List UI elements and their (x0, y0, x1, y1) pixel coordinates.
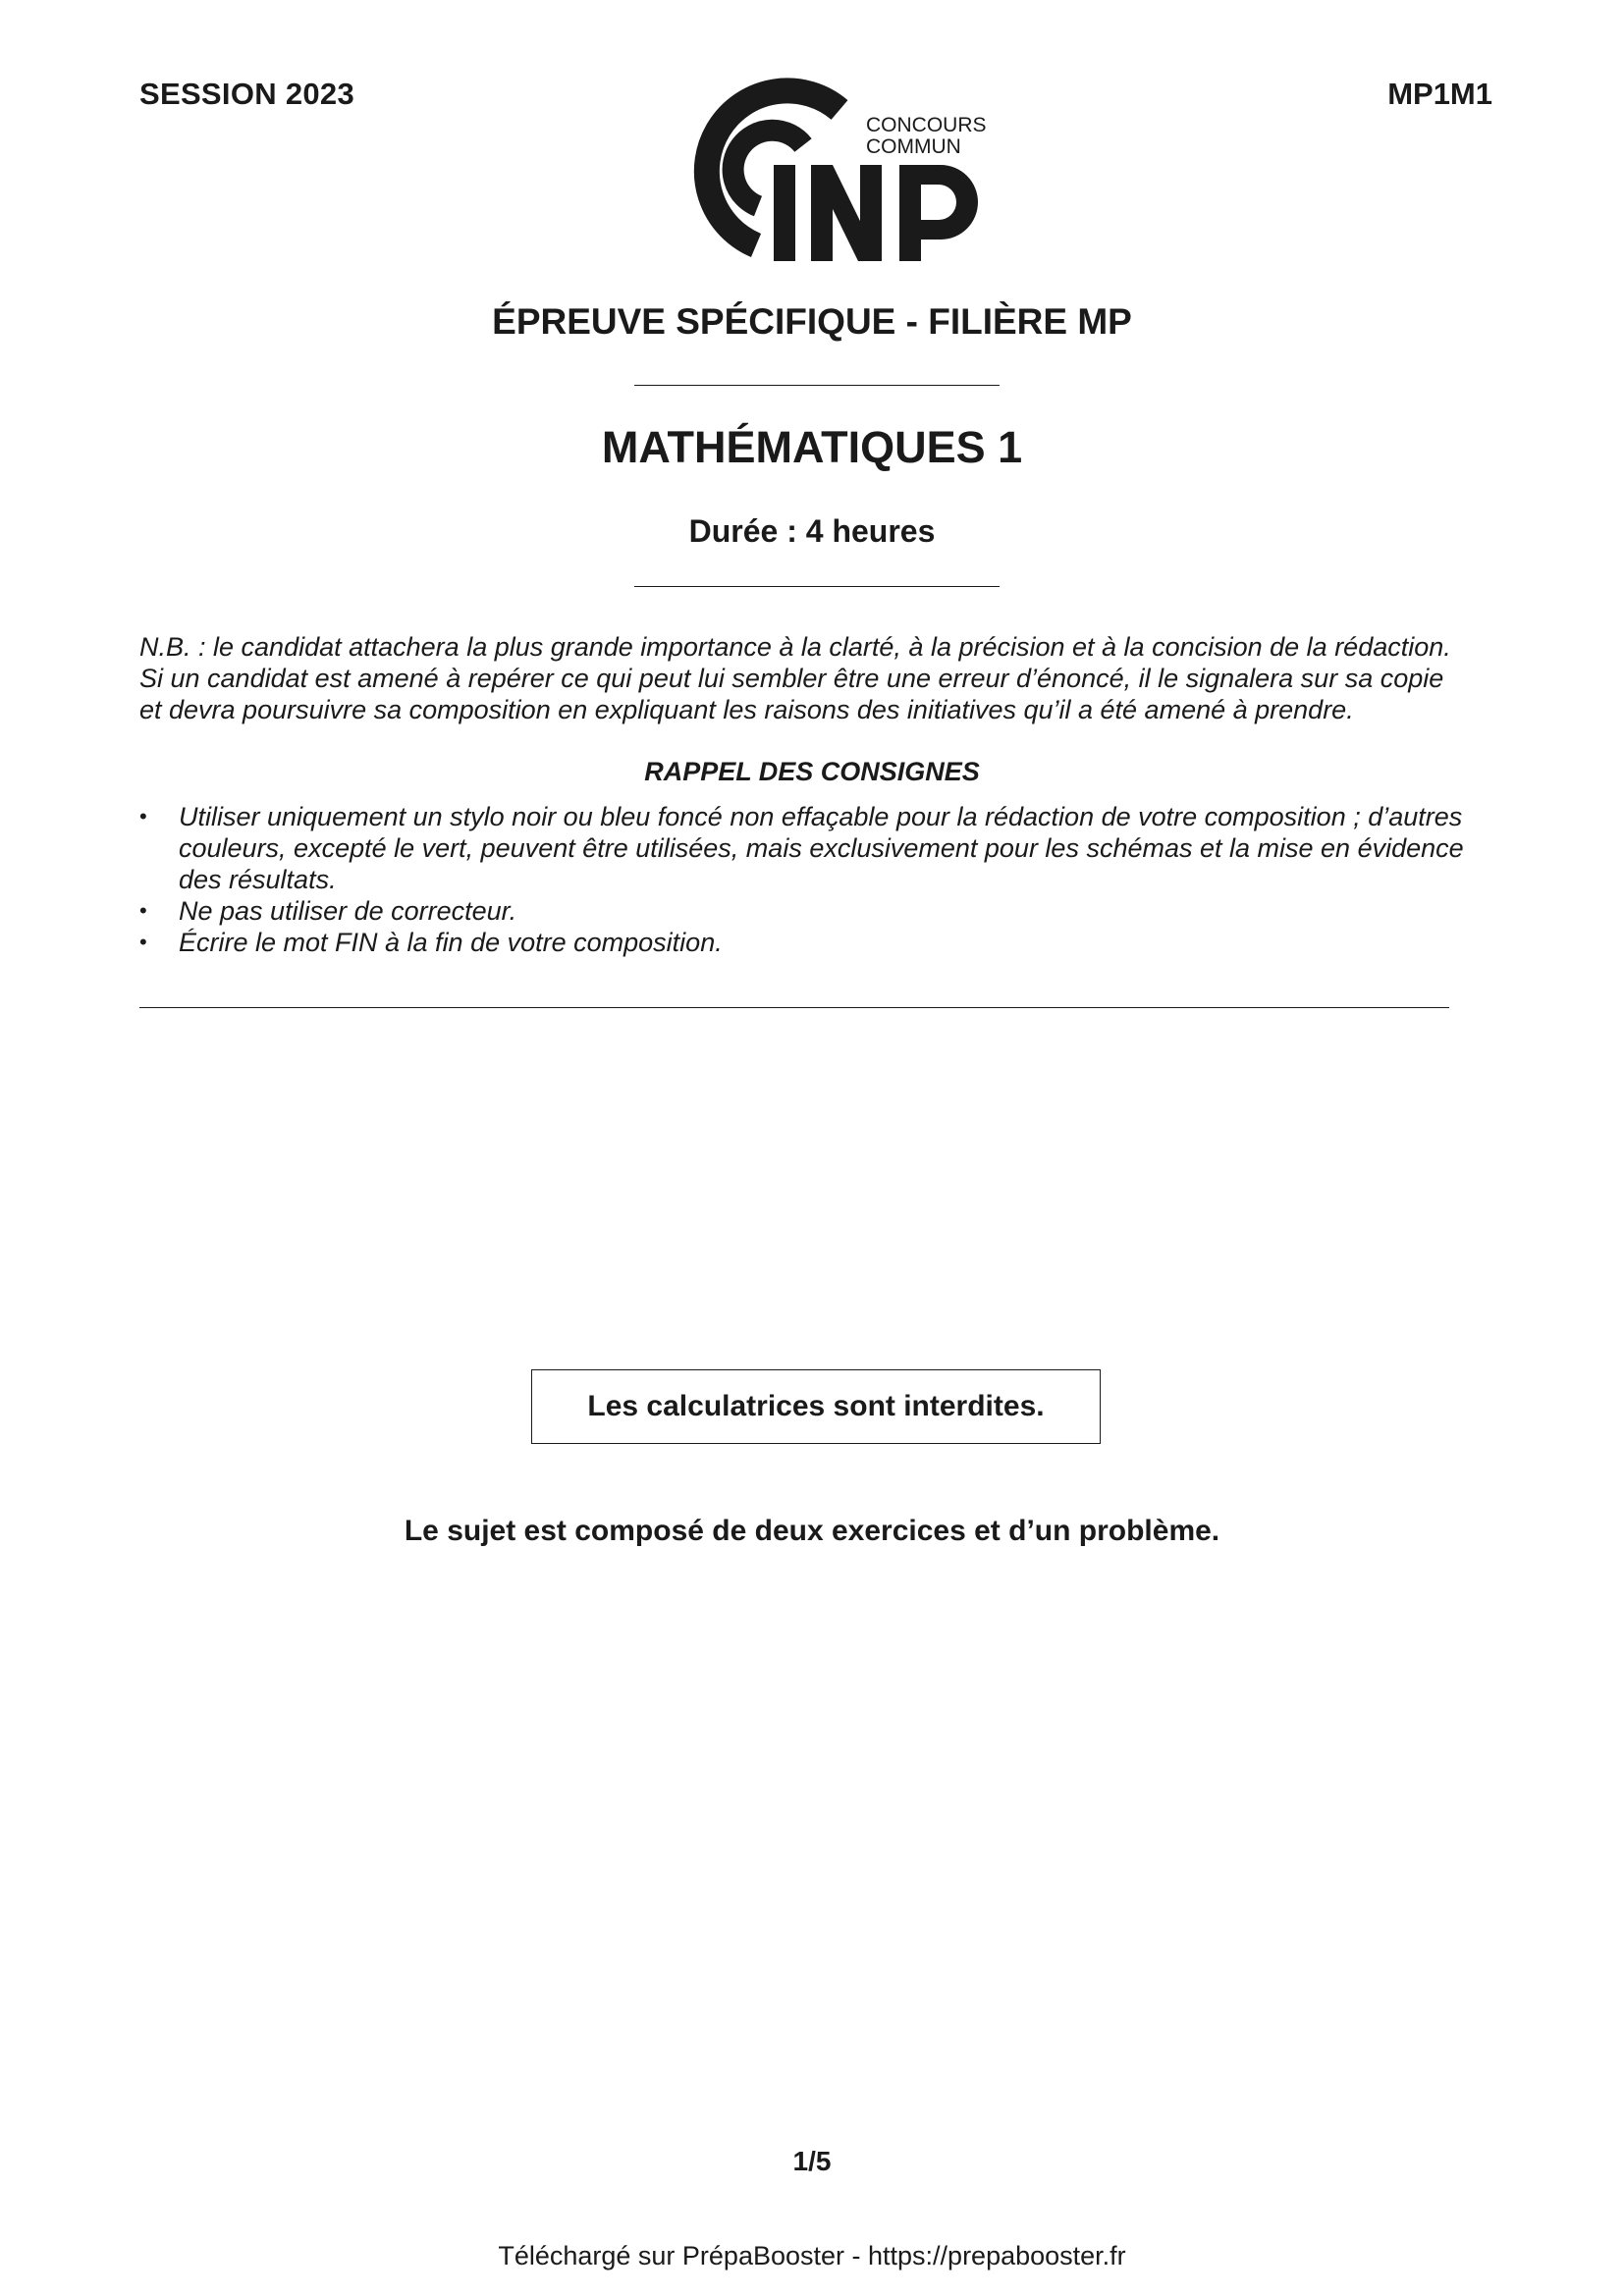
exam-code: MP1M1 (1387, 77, 1492, 111)
download-footer: Téléchargé sur PrépaBooster - https://prepabooster.fr (498, 2241, 1126, 2270)
list-item (139, 895, 1514, 927)
list-item (139, 801, 1514, 895)
page-number: 1/5 (792, 2146, 832, 2176)
duration: Durée : 4 heures (688, 513, 936, 549)
nb-line: Si un candidat est amené à repérer ce qui peut lui sembler être une erreur d’énoncé, il le signalera sur sa copie (139, 664, 1444, 693)
logo-line2: COMMUN (866, 135, 961, 158)
nb-line: N.B. : le candidat attachera la plus grande importance à la clarté, à la précision et à la concision de la rédaction. (139, 632, 1451, 662)
consignes-list (139, 801, 1514, 958)
list-item (139, 927, 1514, 958)
nb-paragraph (139, 631, 1514, 725)
list-item-line: • Utiliser uniquement un stylo noir ou bleu foncé non effaçable pour la rédaction de votre composition ; d’autres (179, 802, 1463, 831)
title-divider (634, 385, 1000, 386)
duration-divider (634, 586, 1000, 587)
session-label: SESSION 2023 (139, 77, 354, 111)
concours-inp-logo (687, 71, 1011, 267)
calculator-notice-text: Les calculatrices sont interdites. (587, 1390, 1045, 1422)
calculator-notice (531, 1369, 1101, 1444)
nb-line: et devra poursuivre sa composition en expliquant les raisons des initiatives qu’il a été amené à prendre. (139, 695, 1354, 724)
list-item-line: • Écrire le mot FIN à la fin de votre composition. (179, 928, 723, 957)
list-item-line: couleurs, excepté le vert, peuvent être utilisées, mais exclusivement pour les schémas et la mise en évidence (179, 833, 1464, 863)
epreuve-title: ÉPREUVE SPÉCIFIQUE - FILIÈRE MP (492, 301, 1132, 342)
section-divider (139, 1007, 1449, 1008)
subject-title: MATHÉMATIQUES 1 (601, 422, 1023, 472)
sujet-description: Le sujet est composé de deux exercices et d’un problème. (404, 1515, 1220, 1547)
consignes-title: RAPPEL DES CONSIGNES (644, 757, 980, 786)
list-item-line: • Ne pas utiliser de correcteur. (179, 896, 517, 926)
list-item-line: des résultats. (179, 865, 337, 894)
logo-line1: CONCOURS (866, 114, 987, 136)
